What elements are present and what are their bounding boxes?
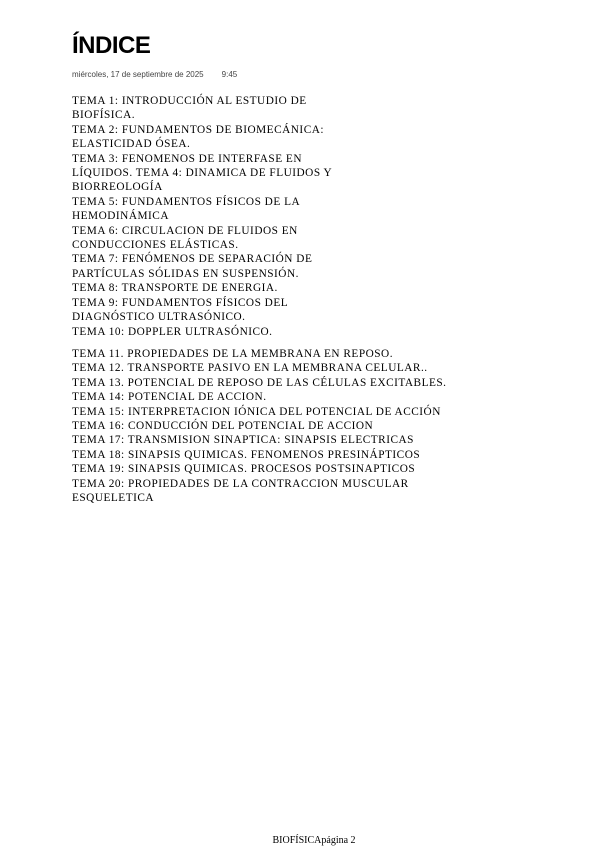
page-time: 9:45 [221,70,238,79]
toc-entry: TEMA 14: POTENCIAL DE ACCION. [72,391,267,404]
page-title: ÍNDICE [72,32,151,59]
page-date: miércoles, 17 de septiembre de 2025 [72,70,204,79]
toc-entry: TEMA 19: SINAPSIS QUIMICAS. PROCESOS POSTSINAPTICOS [72,463,416,476]
page-metadata [72,70,237,79]
toc-entry: TEMA 1: INTRODUCCIÓN AL ESTUDIO DE BIOFÍSICA. [72,95,307,122]
toc-entry: TEMA 5: FUNDAMENTOS FÍSICOS DE LA HEMODINÁMICA [72,195,300,223]
footer-section: BIOFÍSICA [272,835,322,846]
toc-entry: TEMA 16: CONDUCCIÓN DEL POTENCIAL DE ACCION [72,419,374,432]
toc-entry: TEMA 18: SINAPSIS QUIMICAS. FENOMENOS PRESINÁPTICOS [72,448,421,461]
toc-entry: TEMA 17: TRANSMISION SINAPTICA: SINAPSIS ELECTRICAS [72,434,414,447]
toc-entry: TEMA 20: PROPIEDADES DE LA CONTRACCION MUSCULAR ESQUELETICA [72,477,409,504]
toc-entry: TEMA 3: FENOMENOS DE INTERFASE EN LÍQUIDOS. TEMA 4: DINAMICA DE FLUIDOS Y BIORREOLOGÍA [72,152,332,194]
table-of-contents [72,94,472,505]
toc-entry: TEMA 13. POTENCIAL DE REPOSO DE LAS CÉLULAS EXCITABLES. [72,376,447,389]
toc-entry: TEMA 10: DOPPLER ULTRASÓNICO. [72,325,273,338]
toc-entry: TEMA 6: CIRCULACION DE FLUIDOS EN CONDUCCIONES ELÁSTICAS. [72,224,298,252]
toc-entry: TEMA 7: FENÓMENOS DE SEPARACIÓN DE PARTÍCULAS SÓLIDAS EN SUSPENSIÓN. [72,253,313,280]
toc-entry: TEMA 15: INTERPRETACION IÓNICA DEL POTENCIAL DE ACCIÓN [72,405,441,418]
toc-entry: TEMA 9: FUNDAMENTOS FÍSICOS DEL DIAGNÓSTICO ULTRASÓNICO. [72,296,288,324]
toc-entry: TEMA 8: TRANSPORTE DE ENERGIA. [72,282,278,295]
toc-entry: TEMA 2: FUNDAMENTOS DE BIOMECÁNICA: ELASTICIDAD ÓSEA. [72,123,325,151]
footer-page-number: página 2 [321,835,356,846]
page-footer [0,835,600,846]
toc-entry: TEMA 12. TRANSPORTE PASIVO EN LA MEMBRANA CELULAR.. [72,362,428,375]
toc-group-1 [72,94,332,339]
toc-entry: TEMA 11. PROPIEDADES DE LA MEMBRANA EN REPOSO. [72,347,394,360]
toc-group-2 [72,347,472,505]
